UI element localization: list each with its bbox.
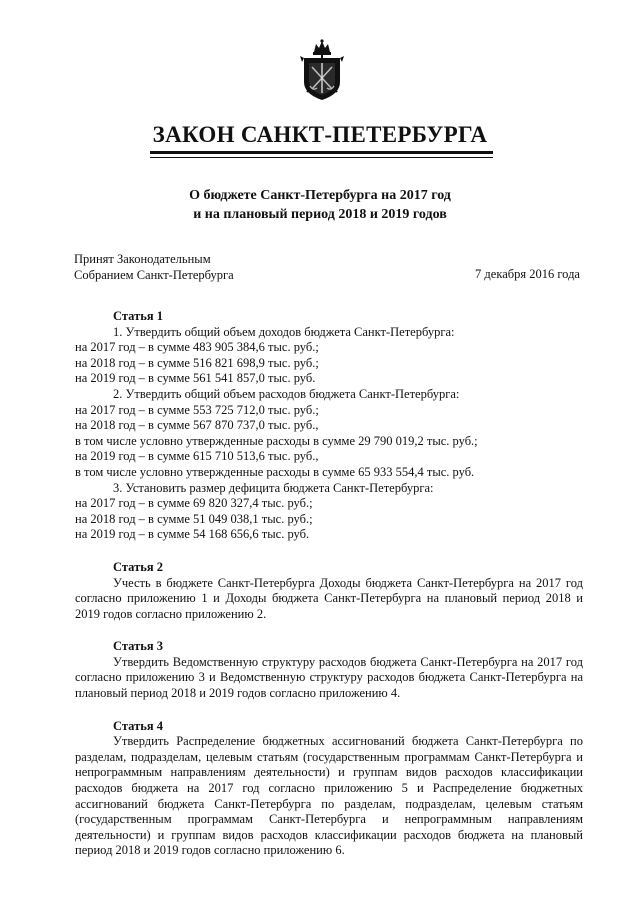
- article-text: Утвердить Распределение бюджетных ассигнований бюджета Санкт-Петербурга по разделам, подразделам, целевым статьям (государственным программам Санкт-Петербурга и непрограммным направлениям деятельности) и группам видов расходов классификации расходов бюджета на 2017 год согласно приложению 5 и Распределение бюджетных ассигнований бюджета Санкт-Петербурга по разделам, подразделам, целевым статьям (государственным программам Санкт-Петербурга и непрограммным направлениям деятельности) и группам видов расходов классификации расходов бюджета на плановый период 2018 и 2019 годов согласно приложению 6.: [75, 734, 583, 858]
- subtitle-line: О бюджете Санкт-Петербурга на 2017 год: [189, 188, 451, 203]
- article-line: в том числе условно утвержденные расходы в сумме 65 933 554,4 тыс. руб.: [75, 464, 475, 479]
- adoption-line: Принят Законодательным: [74, 252, 211, 266]
- coat-of-arms-icon: [297, 38, 347, 102]
- article-text: Учесть в бюджете Санкт-Петербурга Доходы бюджета Санкт-Петербурга на 2017 год согласно приложению 1 и Доходы бюджета Санкт-Петербурга на плановый период 2018 и 2019 годов согласно приложению 2.: [75, 575, 583, 621]
- article-line: 2. Утвердить общий объем расходов бюджета Санкт-Петербурга:: [113, 386, 460, 401]
- article-1: [75, 309, 583, 543]
- article-4: [75, 719, 583, 859]
- article-line: на 2018 год – в сумме 567 870 737,0 тыс. руб.,: [75, 418, 319, 433]
- article-line: на 2017 год – в сумме 69 820 327,4 тыс. руб.;: [75, 496, 313, 511]
- article-line: на 2019 год – в сумме 561 541 857,0 тыс. руб.: [75, 371, 316, 386]
- adoption-info: [74, 251, 234, 283]
- article-line: на 2018 год – в сумме 51 049 038,1 тыс. руб.;: [75, 511, 313, 526]
- article-line: на 2019 год – в сумме 54 168 656,6 тыс. руб.: [75, 527, 310, 542]
- adoption-line: Собранием Санкт-Петербурга: [74, 268, 234, 282]
- article-heading: Статья 1: [113, 309, 163, 323]
- article-text: Утвердить Ведомственную структуру расходов бюджета Санкт-Петербурга на 2017 год согласно приложению 3 и Ведомственную структуру расходов бюджета Санкт-Петербурга на плановый период 2018 и 2019 годов согласно приложению 4.: [75, 654, 583, 701]
- law-subtitle: [0, 186, 640, 224]
- article-line: 3. Установить размер дефицита бюджета Санкт-Петербурга:: [113, 480, 434, 495]
- article-heading: Статья 2: [113, 559, 163, 574]
- article-line: на 2017 год – в сумме 483 905 384,6 тыс. руб.;: [75, 340, 319, 355]
- title-divider: [150, 151, 493, 154]
- law-body: [75, 309, 583, 876]
- adoption-date: 7 декабря 2016 года: [475, 267, 580, 281]
- law-title: ЗАКОН САНКТ-ПЕТЕРБУРГА: [152, 122, 488, 147]
- article-line: 1. Утвердить общий объем доходов бюджета Санкт-Петербурга:: [113, 324, 455, 339]
- article-heading: Статья 4: [113, 718, 163, 733]
- subtitle-line: и на плановый период 2018 и 2019 годов: [193, 207, 447, 222]
- article-2: [75, 560, 583, 622]
- article-3: [75, 639, 583, 701]
- article-line: на 2018 год – в сумме 516 821 698,9 тыс. руб.;: [75, 355, 319, 370]
- article-line: в том числе условно утвержденные расходы в сумме 29 790 019,2 тыс. руб.;: [75, 433, 478, 448]
- article-heading: Статья 3: [113, 639, 163, 654]
- article-line: на 2017 год – в сумме 553 725 712,0 тыс. руб.;: [75, 402, 319, 417]
- title-divider-thin: [150, 157, 493, 158]
- article-line: на 2019 год – в сумме 615 710 513,6 тыс. руб.,: [75, 449, 319, 464]
